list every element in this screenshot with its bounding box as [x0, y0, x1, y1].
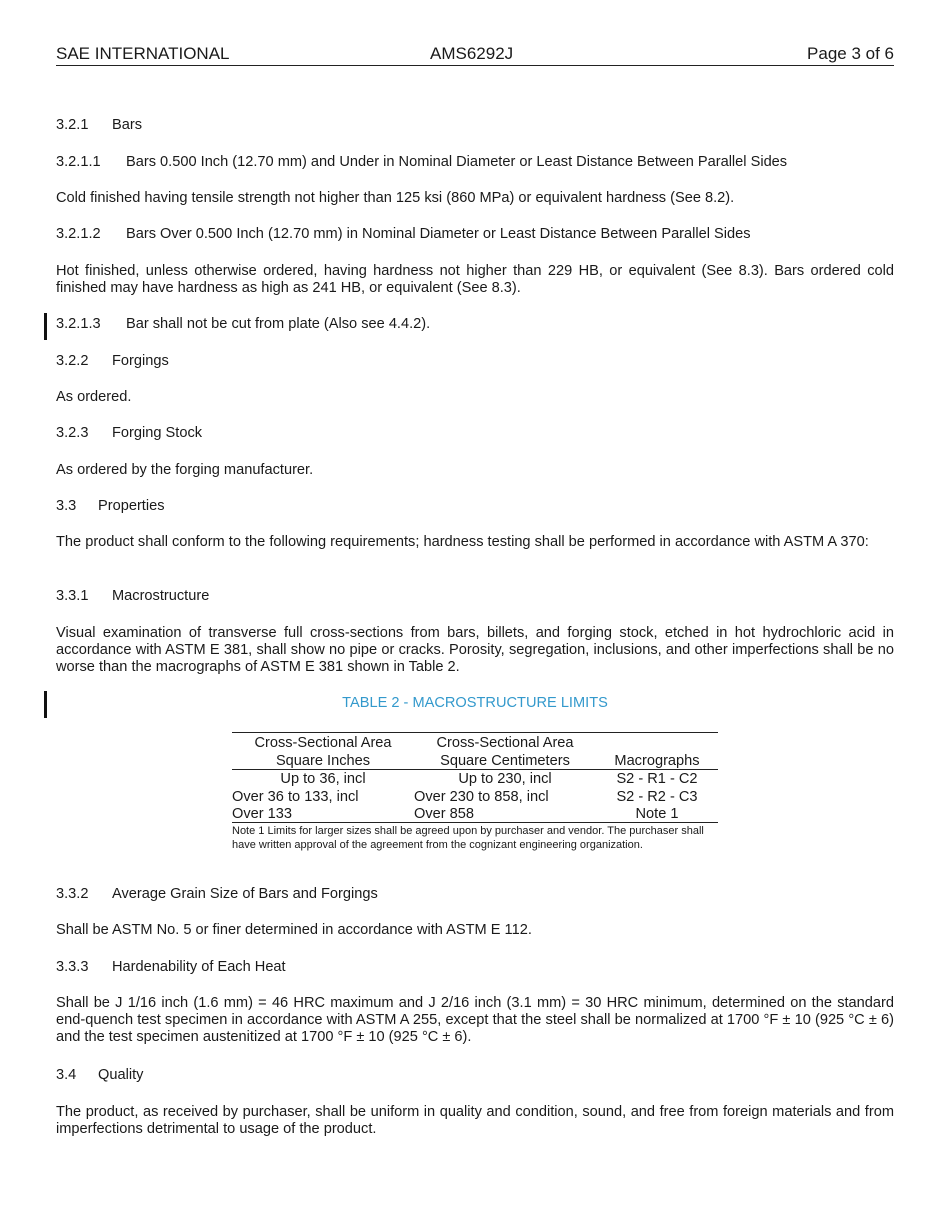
section-heading: 3.2.1.2 Bars Over 0.500 Inch (12.70 mm) in Nominal Diameter or Least Distance Between Parallel Sides	[56, 226, 751, 242]
table-cell: Over 36 to 133, incl	[232, 789, 359, 805]
table-cell: Over 133	[232, 806, 293, 822]
section-heading: 3.3.1 Macrostructure	[56, 588, 210, 604]
change-bar	[44, 691, 47, 718]
table-header: Square Inches	[275, 753, 371, 769]
paragraph: Visual examination of transverse full cross-sections from bars, billets, and forging stock, etched in hot hydrochloric acid in accordance with ASTM E 381, shall show no pipe or cracks. Porosity, segregation, inclusions, and other imperfections shall be no worse than the macrographs of ASTM E 381 shown in Table 2.	[56, 625, 894, 675]
table-cell: Note 1	[635, 806, 679, 822]
section-heading: 3.3.3 Hardenability of Each Heat	[56, 959, 286, 975]
table-header: Cross-Sectional Area	[436, 735, 574, 751]
header-org: SAE INTERNATIONAL	[56, 44, 230, 63]
section-heading: 3.2.1.1 Bars 0.500 Inch (12.70 mm) and Under in Nominal Diameter or Least Distance Between Parallel Sides	[56, 154, 788, 170]
table-cell: S2 - R1 - C2	[616, 771, 698, 787]
paragraph: As ordered by the forging manufacturer.	[56, 462, 314, 478]
section-heading: 3.3 Properties	[56, 498, 165, 514]
paragraph: Shall be J 1/16 inch (1.6 mm) = 46 HRC maximum and J 2/16 inch (3.1 mm) = 30 HRC minimum, determined on the standard end-quench test specimen in accordance with ASTM A 255, except that the steel shall be normalized at 1700 °F ± 10 (925 °C ± 6) and the test specimen austenitized at 1700 °F ± 10 (925 °C ± 6).	[56, 995, 894, 1045]
change-bar	[44, 313, 47, 340]
header-page-number: Page 3 of 6	[807, 44, 894, 63]
paragraph: Cold finished having tensile strength not higher than 125 ksi (860 MPa) or equivalent hardness (See 8.2).	[56, 190, 735, 206]
table-rule	[232, 732, 718, 733]
table-title: TABLE 2 - MACROSTRUCTURE LIMITS	[342, 695, 608, 711]
table-header: Square Centimeters	[440, 753, 570, 769]
table-cell: S2 - R2 - C3	[616, 789, 698, 805]
paragraph: The product shall conform to the following requirements; hardness testing shall be performed in accordance with ASTM A 370:	[56, 534, 869, 550]
section-heading: 3.2.3 Forging Stock	[56, 425, 203, 441]
section-heading: 3.4 Quality	[56, 1067, 144, 1083]
table-cell: Over 230 to 858, incl	[414, 789, 549, 805]
paragraph: Shall be ASTM No. 5 or finer determined in accordance with ASTM E 112.	[56, 922, 532, 938]
table-note: Note 1 Limits for larger sizes shall be agreed upon by purchaser and vendor. The purchaser shall have written approval of the agreement from the cognizant engineering organization.	[232, 825, 704, 851]
section-heading: 3.2.1 Bars	[56, 117, 143, 133]
table-cell: Over 858	[414, 806, 475, 822]
section-heading: 3.2.2 Forgings	[56, 353, 169, 369]
table-rule	[232, 822, 718, 823]
section-heading: 3.2.1.3 Bar shall not be cut from plate (Also see 4.4.2).	[56, 316, 431, 332]
header-doc-number: AMS6292J	[430, 44, 514, 63]
paragraph: Hot finished, unless otherwise ordered, having hardness not higher than 229 HB, or equivalent (See 8.3). Bars ordered cold finished may have hardness as high as 241 HB, or equivalent (See 8.3).	[56, 263, 894, 296]
table-cell: Up to 230, incl	[458, 771, 552, 787]
paragraph: The product, as received by purchaser, shall be uniform in quality and condition, sound, and free from foreign materials and from imperfections detrimental to usage of the product.	[56, 1104, 894, 1137]
table-header: Cross-Sectional Area	[254, 735, 392, 751]
table-header: Macrographs	[614, 753, 700, 769]
page-header	[56, 44, 894, 66]
section-heading: 3.3.2 Average Grain Size of Bars and Forgings	[56, 886, 378, 902]
table-cell: Up to 36, incl	[280, 771, 366, 787]
paragraph: As ordered.	[56, 389, 132, 405]
